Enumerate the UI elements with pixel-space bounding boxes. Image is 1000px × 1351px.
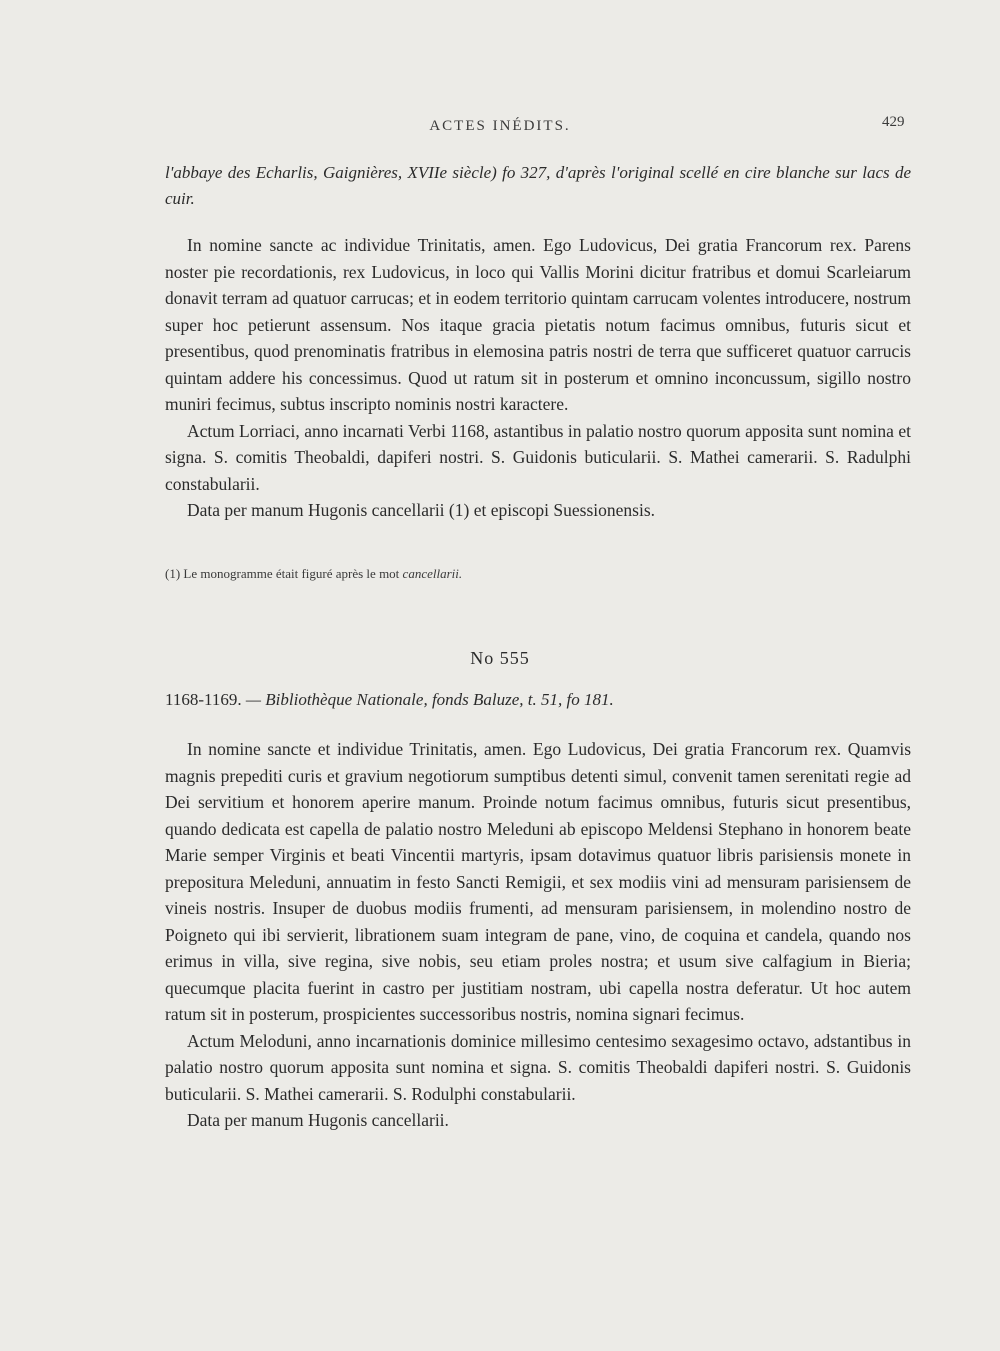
charter-554-paragraph: Data per manum Hugonis cancellarii (1) et episcopi Suessionensis.	[187, 500, 656, 520]
charter-554-paragraph: Actum Lorriaci, anno incarnati Verbi 1168, astantibus in palatio nostro quorum apposita sunt nomina et signa. S. comitis Theobaldi, dapiferi nostri. S. Guidonis buticularii. S. Mathei camerarii. S. Radulphi constabularii.	[165, 420, 911, 494]
running-title: ACTES INÉDITS.	[429, 118, 571, 134]
charter-555-paragraph: Data per manum Hugonis cancellarii.	[187, 1110, 449, 1130]
footnote-text: Le monogramme était figuré après le mot	[183, 566, 400, 581]
charter-555-paragraph: In nomine sancte et individue Trinitatis, amen. Ego Ludovicus, Dei gratia Francorum rex. Quamvis magnis prepediti curis et gravium negotiorum sumptibus detenti simul, convenit tamen serenitati regie ad Dei servitium et honorem aperire manum. Proinde notum facimus omnibus, futuris sicut presentibus, quando dedicata est capella de palatio nostro Meleduni ab episcopo Meldensi Stephano in honorem beate Marie semper Virginis et beati Vincentii martyris, ipsam dotavimus quatuor libris parisiensis monete in prepositura Meleduni, annuatim in festo Sancti Remigii, et sex modiis vini ad mensuram parisiensem de vineis nostris. Insuper de duobus modiis frumenti, ad mensuram parisiensem, in molendino nostro de Poigneto qui ibi servierit, librationem suam integram de pane, vino, de coquina et candela, quando nos erimus in villa, sive regina, sive nobis, seu etiam proles nostra; et usum sive calfagium in Bieria; quecumque placita fuerint in castro per justitiam nostram, ubi capella nostra deferatur. Ut hoc autem ratum sit in posterum, prospicientes successoribus nostris, nomina signari fecimus.	[165, 739, 911, 1024]
page-number: 429	[882, 114, 905, 130]
charter-555-paragraph: Actum Meloduni, anno incarnationis dominice millesimo centesimo sexagesimo octavo, adstantibus in palatio nostro quorum apposita sunt nomina et signa. S. comitis Theobaldi dapiferi nostri. S. Guidonis buticularii. S. Mathei camerarii. S. Rodulphi constabularii.	[165, 1030, 911, 1104]
document-date: 1168-1169.	[165, 690, 242, 709]
footnote-marker: (1)	[165, 566, 181, 581]
document-date-line	[165, 690, 911, 710]
document-source: — Bibliothèque Nationale, fonds Baluze, t. 51, fo 181.	[245, 690, 614, 709]
charter-555-text	[165, 736, 911, 1134]
charter-554-text	[165, 232, 911, 524]
source-note: l'abbaye des Echarlis, Gaignières, XVIIe siècle) fo 327, d'après l'original scellé en cire blanche sur lacs de cuir.	[165, 163, 911, 208]
footnote	[165, 566, 911, 582]
footnote-term: cancellarii.	[402, 566, 463, 581]
charter-554-paragraph: In nomine sancte ac individue Trinitatis, amen. Ego Ludovicus, Dei gratia Francorum rex. Parens noster pie recordationis, rex Ludovicus, in loco qui Vallis Morini dicitur fratribus et domui Scarleiarum donavit terram ad quatuor carrucas; et in eodem territorio quintam carrucam volentes introducere, nostrum super hoc petierunt assensum. Nos itaque gracia pietatis notum facimus omnibus, futuris sicut et presentibus, quod prenominatis fratribus in elemosina patris nostri de terra que sufficeret quatuor carrucis quintam addere his concessimus. Quod ut ratum sit in posterum et omnino inconcussum, sigillo nostro muniri fecimus, subtus inscripto nominis nostri karactere.	[165, 235, 911, 414]
document-number: No 555	[470, 648, 530, 668]
